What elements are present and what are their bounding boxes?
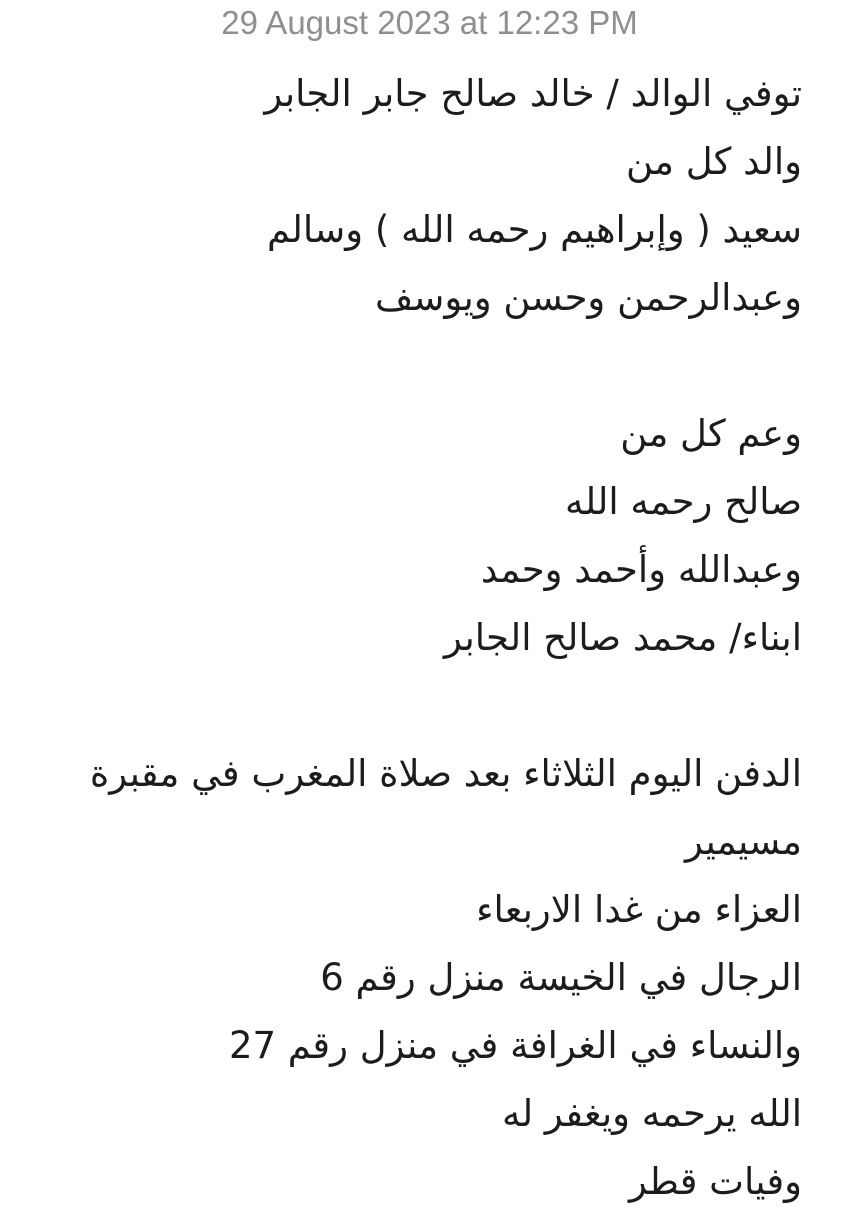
note-line: صالح رحمه الله [565, 480, 802, 523]
note-line: الرجال في الخيسة منزل رقم 6 [320, 956, 802, 999]
note-line: وعبدالله وأحمد وحمد [480, 548, 802, 591]
note-blank-line [40, 332, 802, 400]
note-line: والد كل من [626, 140, 802, 183]
note-blank-line [40, 672, 802, 740]
note-line: وعم كل من [620, 412, 802, 455]
note-body[interactable] [40, 60, 802, 1216]
note-timestamp: 29 August 2023 at 12:23 PM [221, 4, 638, 41]
note-line: توفي الوالد / خالد صالح جابر الجابر [264, 72, 802, 115]
note-line: والنساء في الغرافة في منزل رقم 27 [228, 1024, 802, 1067]
note-line: سعيد ( وإبراهيم رحمه الله ) وسالم [267, 208, 802, 251]
note-line: وعبدالرحمن وحسن ويوسف [375, 276, 802, 319]
note-line: الدفن اليوم الثلاثاء بعد صلاة المغرب في مقبرة [89, 752, 802, 795]
note-line: ابناء/ محمد صالح الجابر [444, 616, 802, 659]
note-line: وفيات قطر [628, 1160, 802, 1203]
note-line: العزاء من غدا الاربعاء [476, 888, 802, 931]
note-line: مسيمير [685, 820, 802, 863]
note-line: الله يرحمه ويغفر له [502, 1092, 802, 1135]
